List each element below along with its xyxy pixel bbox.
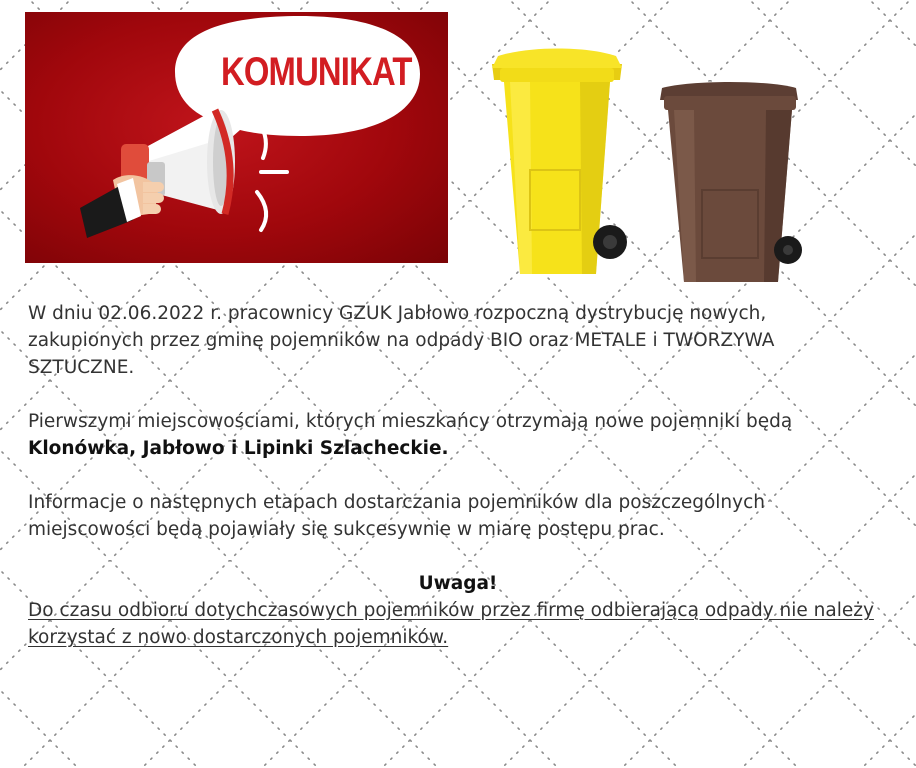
brown-waste-bin-icon [660,82,802,282]
paragraph-distribution: W dniu 02.06.2022 r. pracownicy GZUK Jabłowo rozpoczną dystrybucję nowych, zakupionych przez gminę pojemników na odpady BIO oraz METALE i TWORZYWA SZTUCZNE. [28,303,775,378]
komunikat-banner [25,12,448,263]
paragraph-next-stages: Informacje o następnych etapach dostarczania pojemników dla poszczególnych miejscowości będą pojawiały się sukcesywnie w miarę postępu prac. [28,492,765,540]
paragraph-first-villages [28,408,888,462]
paragraph-first-villages-intro: Pierwszymi miejscowościami, których mieszkańcy otrzymają nowe pojemniki będą [28,411,793,432]
warning-text: Do czasu odbioru dotychczasowych pojemników przez firmę odbierającą odpady nie należy korzystać z nowo dostarczonych pojemników. [28,600,874,648]
village-list: Klonówka, Jabłowo i Lipinki Szlacheckie. [28,438,449,459]
waste-bins-illustration [470,30,830,290]
warning-title: Uwaga! [418,573,498,594]
yellow-waste-bin-icon [492,49,627,275]
announcement-text [28,300,888,651]
banner-title: KOMUNIKAT [221,50,412,94]
